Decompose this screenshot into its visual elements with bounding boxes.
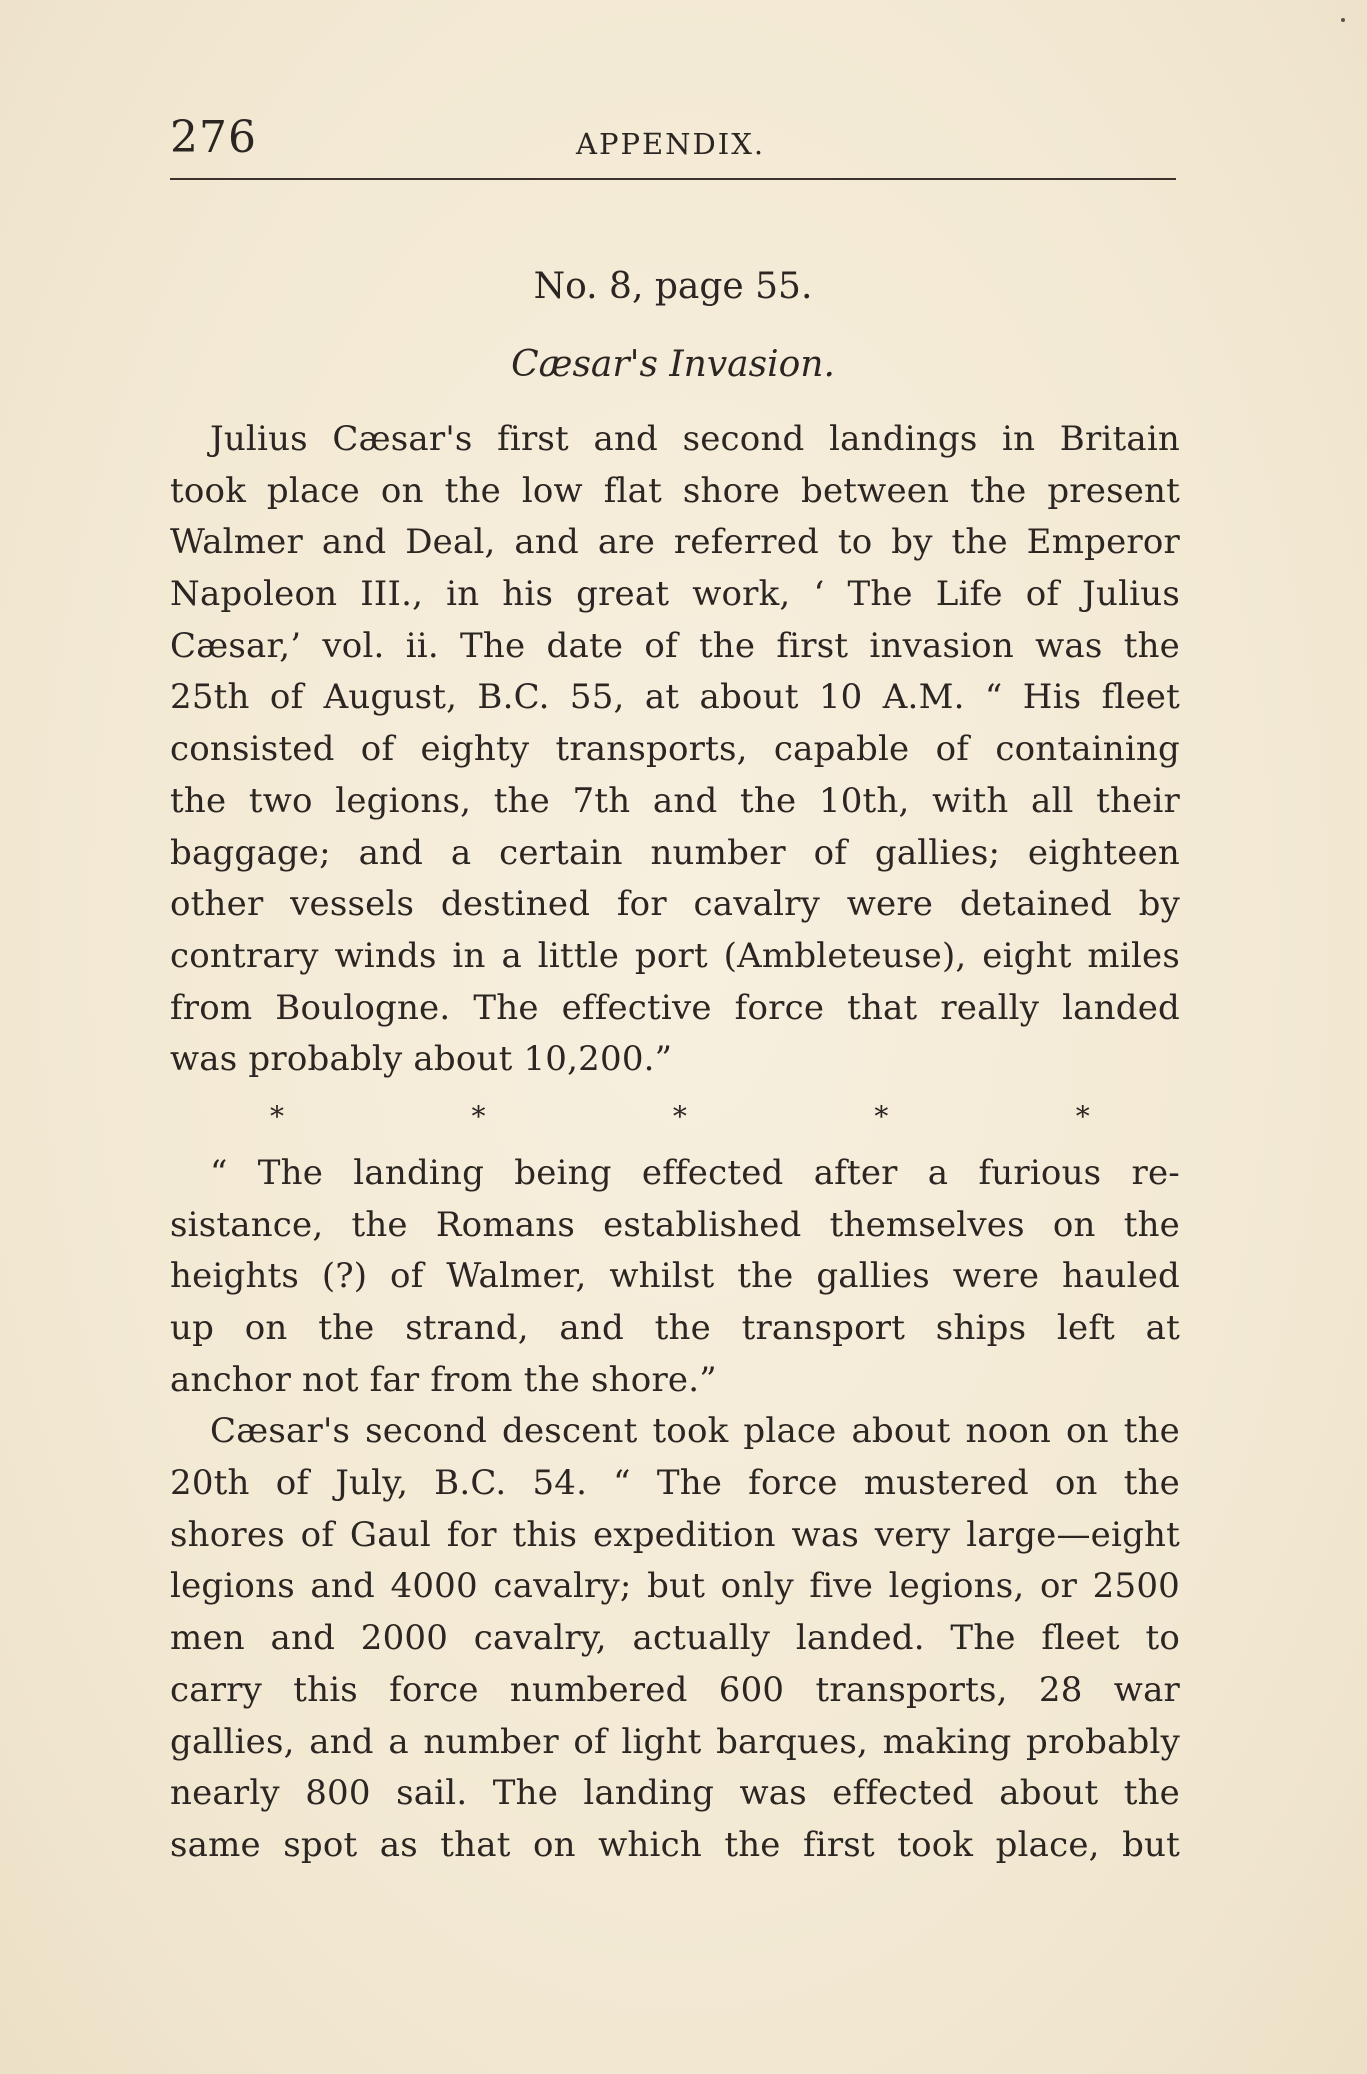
- text-line: anchor not far from the shore.”: [170, 1359, 717, 1400]
- text-line: the two legions, the 7th and the 10th, with all their: [170, 780, 1180, 821]
- text-line: from Boulogne. The effective force that really landed: [170, 987, 1180, 1028]
- text-line: contrary winds in a little port (Ambleteuse), eight miles: [170, 935, 1180, 976]
- asterisk: *: [874, 1099, 889, 1133]
- text-line: other vessels destined for cavalry were detained by: [170, 884, 1180, 925]
- text-line: men and 2000 cavalry, actually landed. The fleet to: [170, 1618, 1180, 1659]
- text-line: Cæsar,’ vol. ii. The date of the first invasion was the: [170, 625, 1180, 666]
- text-line: sistance, the Romans established themselves on the: [170, 1204, 1180, 1245]
- text-line: gallies, and a number of light barques, making probably: [170, 1721, 1180, 1762]
- text-line: Napoleon III., in his great work, ‘ The Life of Julius: [170, 574, 1180, 615]
- page-header: [170, 112, 1176, 172]
- text-line: up on the strand, and the transport ships left at: [170, 1308, 1180, 1348]
- text-line: Walmer and Deal, and are referred to by the Emperor: [170, 522, 1180, 563]
- text-line: shores of Gaul for this expedition was very large—eight: [170, 1514, 1180, 1555]
- text-line: Julius Cæsar's first and second landings in Britain: [210, 419, 1180, 459]
- text-line: nearly 800 sail. The landing was effected about the: [170, 1773, 1180, 1814]
- text-line: was probably about 10,200.”: [170, 1039, 673, 1080]
- scan-mark: [1341, 18, 1345, 22]
- text-line: Cæsar's second descent took place about noon on the: [210, 1411, 1180, 1452]
- body-text: [170, 414, 1180, 1872]
- asterisk: *: [1075, 1099, 1090, 1133]
- page-number: 276: [170, 112, 257, 163]
- section-number: No. 8, page 55.: [533, 266, 813, 307]
- text-line: same spot as that on which the first took place, but: [170, 1824, 1180, 1865]
- text-line: 25th of August, B.C. 55, at about 10 A.M. “ His fleet: [170, 677, 1180, 718]
- text-line: baggage; and a certain number of gallies; eighteen: [170, 832, 1180, 873]
- text-line: legions and 4000 cavalry; but only five legions, or 2500: [170, 1566, 1180, 1607]
- text-line: 20th of July, B.C. 54. “ The force mustered on the: [170, 1463, 1180, 1504]
- section-title: Cæsar's Invasion.: [511, 344, 835, 385]
- text-line: “ The landing being effected after a furious re-: [210, 1152, 1180, 1193]
- asterisk: *: [270, 1099, 285, 1133]
- section-separator: [170, 1086, 1180, 1148]
- text-line: took place on the low flat shore between the present: [170, 470, 1180, 511]
- text-line: consisted of eighty transports, capable of containing: [170, 729, 1180, 770]
- asterisk: *: [672, 1099, 688, 1133]
- running-head: APPENDIX.: [576, 127, 766, 161]
- text-line: carry this force numbered 600 transports, 28 war: [170, 1669, 1180, 1710]
- asterisk: *: [471, 1099, 486, 1133]
- header-rule: [170, 178, 1176, 180]
- text-line: heights (?) of Walmer, whilst the gallies were hauled: [170, 1256, 1180, 1297]
